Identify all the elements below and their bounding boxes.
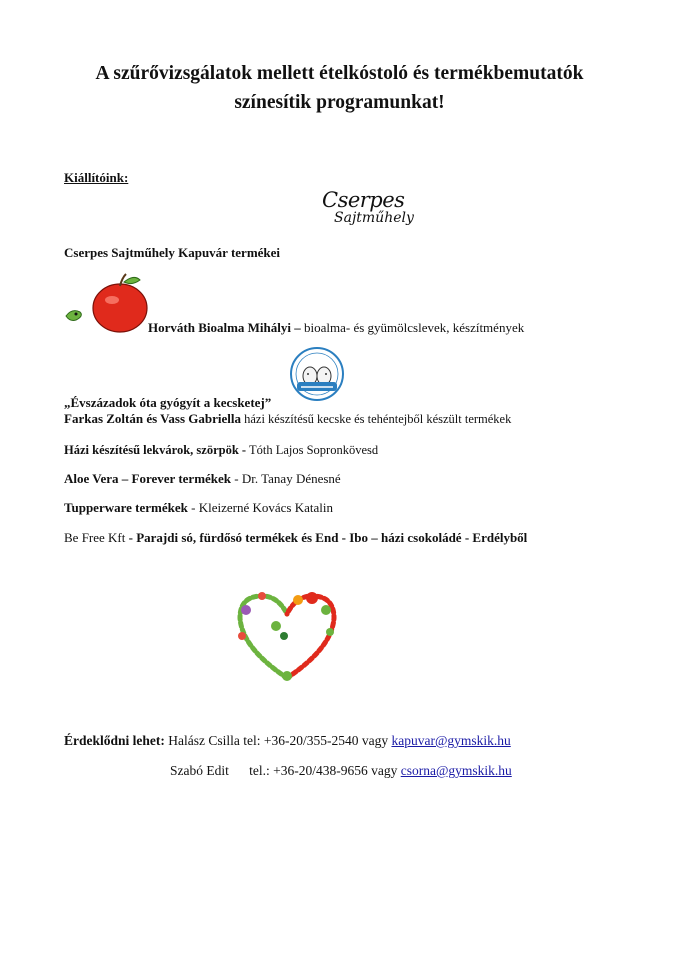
contact-email-kapuvar[interactable]: kapuvar@gymskik.hu (391, 733, 511, 748)
befree-plain: Be Free Kft (64, 530, 129, 545)
contact-label: Érdeklődni lehet: (64, 733, 165, 748)
aloe-rest: - Dr. Tanay Dénesné (231, 471, 341, 486)
contact-line-1 (64, 733, 511, 749)
goat-names: Farkas Zoltán és Vass Gabriella (64, 411, 241, 426)
tupperware-exhibitor (64, 500, 333, 516)
tupperware-rest: - Kleizerné Kovács Katalin (187, 500, 333, 515)
contact-email-csorna[interactable]: csorna@gymskik.hu (400, 763, 512, 778)
lekvar-exhibitor (64, 442, 378, 458)
apple-icon (62, 272, 152, 334)
cserpes-logo-text-1: Cserpes (322, 188, 405, 212)
cserpes-exhibitor: Cserpes Sajtműhely Kapuvár termékei (64, 245, 281, 260)
horvath-exhibitor (148, 320, 524, 336)
horvath-name: Horváth Bioalma Mihályi – (148, 320, 301, 335)
horvath-description: bioalma- és gyümölcslevek, készítmények (300, 320, 525, 335)
contact-line-2-text: Szabó Edit tel.: +36-20/438-9656 vagy (170, 763, 401, 778)
page-title-line-1: A szűrővizsgálatok mellett ételkóstoló és termékbemutatók (95, 63, 584, 84)
exhibitors-heading: Kiállítóink: (64, 170, 129, 185)
goat-slogan: „Évszázadok óta gyógyít a kecsketej” (64, 395, 272, 410)
goat-milk-logo-icon (289, 346, 345, 402)
cserpes-logo (322, 188, 414, 240)
befree-exhibitor (64, 530, 527, 546)
aloe-exhibitor (64, 471, 341, 487)
lekvar-rest: Tóth Lajos Sopronkövesd (246, 443, 379, 457)
aloe-bold: Aloe Vera – Forever termékek (64, 471, 232, 486)
lekvar-bold: Házi készítésű lekvárok, szörpök - (64, 443, 247, 457)
goat-description: házi készítésű kecske és tehéntejből készült termékek (240, 412, 512, 426)
cserpes-logo-text-2: Sajtműhely (334, 210, 414, 226)
page-title-line-2: színesítik programunkat! (234, 92, 445, 113)
fruit-heart-icon (232, 588, 342, 688)
contact-line-1-text: Halász Csilla tel: +36-20/355-2540 vagy (164, 733, 392, 748)
befree-bold: - Parajdi só, fürdősó termékek és End - Ibo – házi csokoládé - Erdélyből (128, 530, 528, 545)
contact-line-2 (170, 763, 512, 779)
tupperware-bold: Tupperware termékek (64, 500, 188, 515)
goat-exhibitor (64, 411, 511, 427)
